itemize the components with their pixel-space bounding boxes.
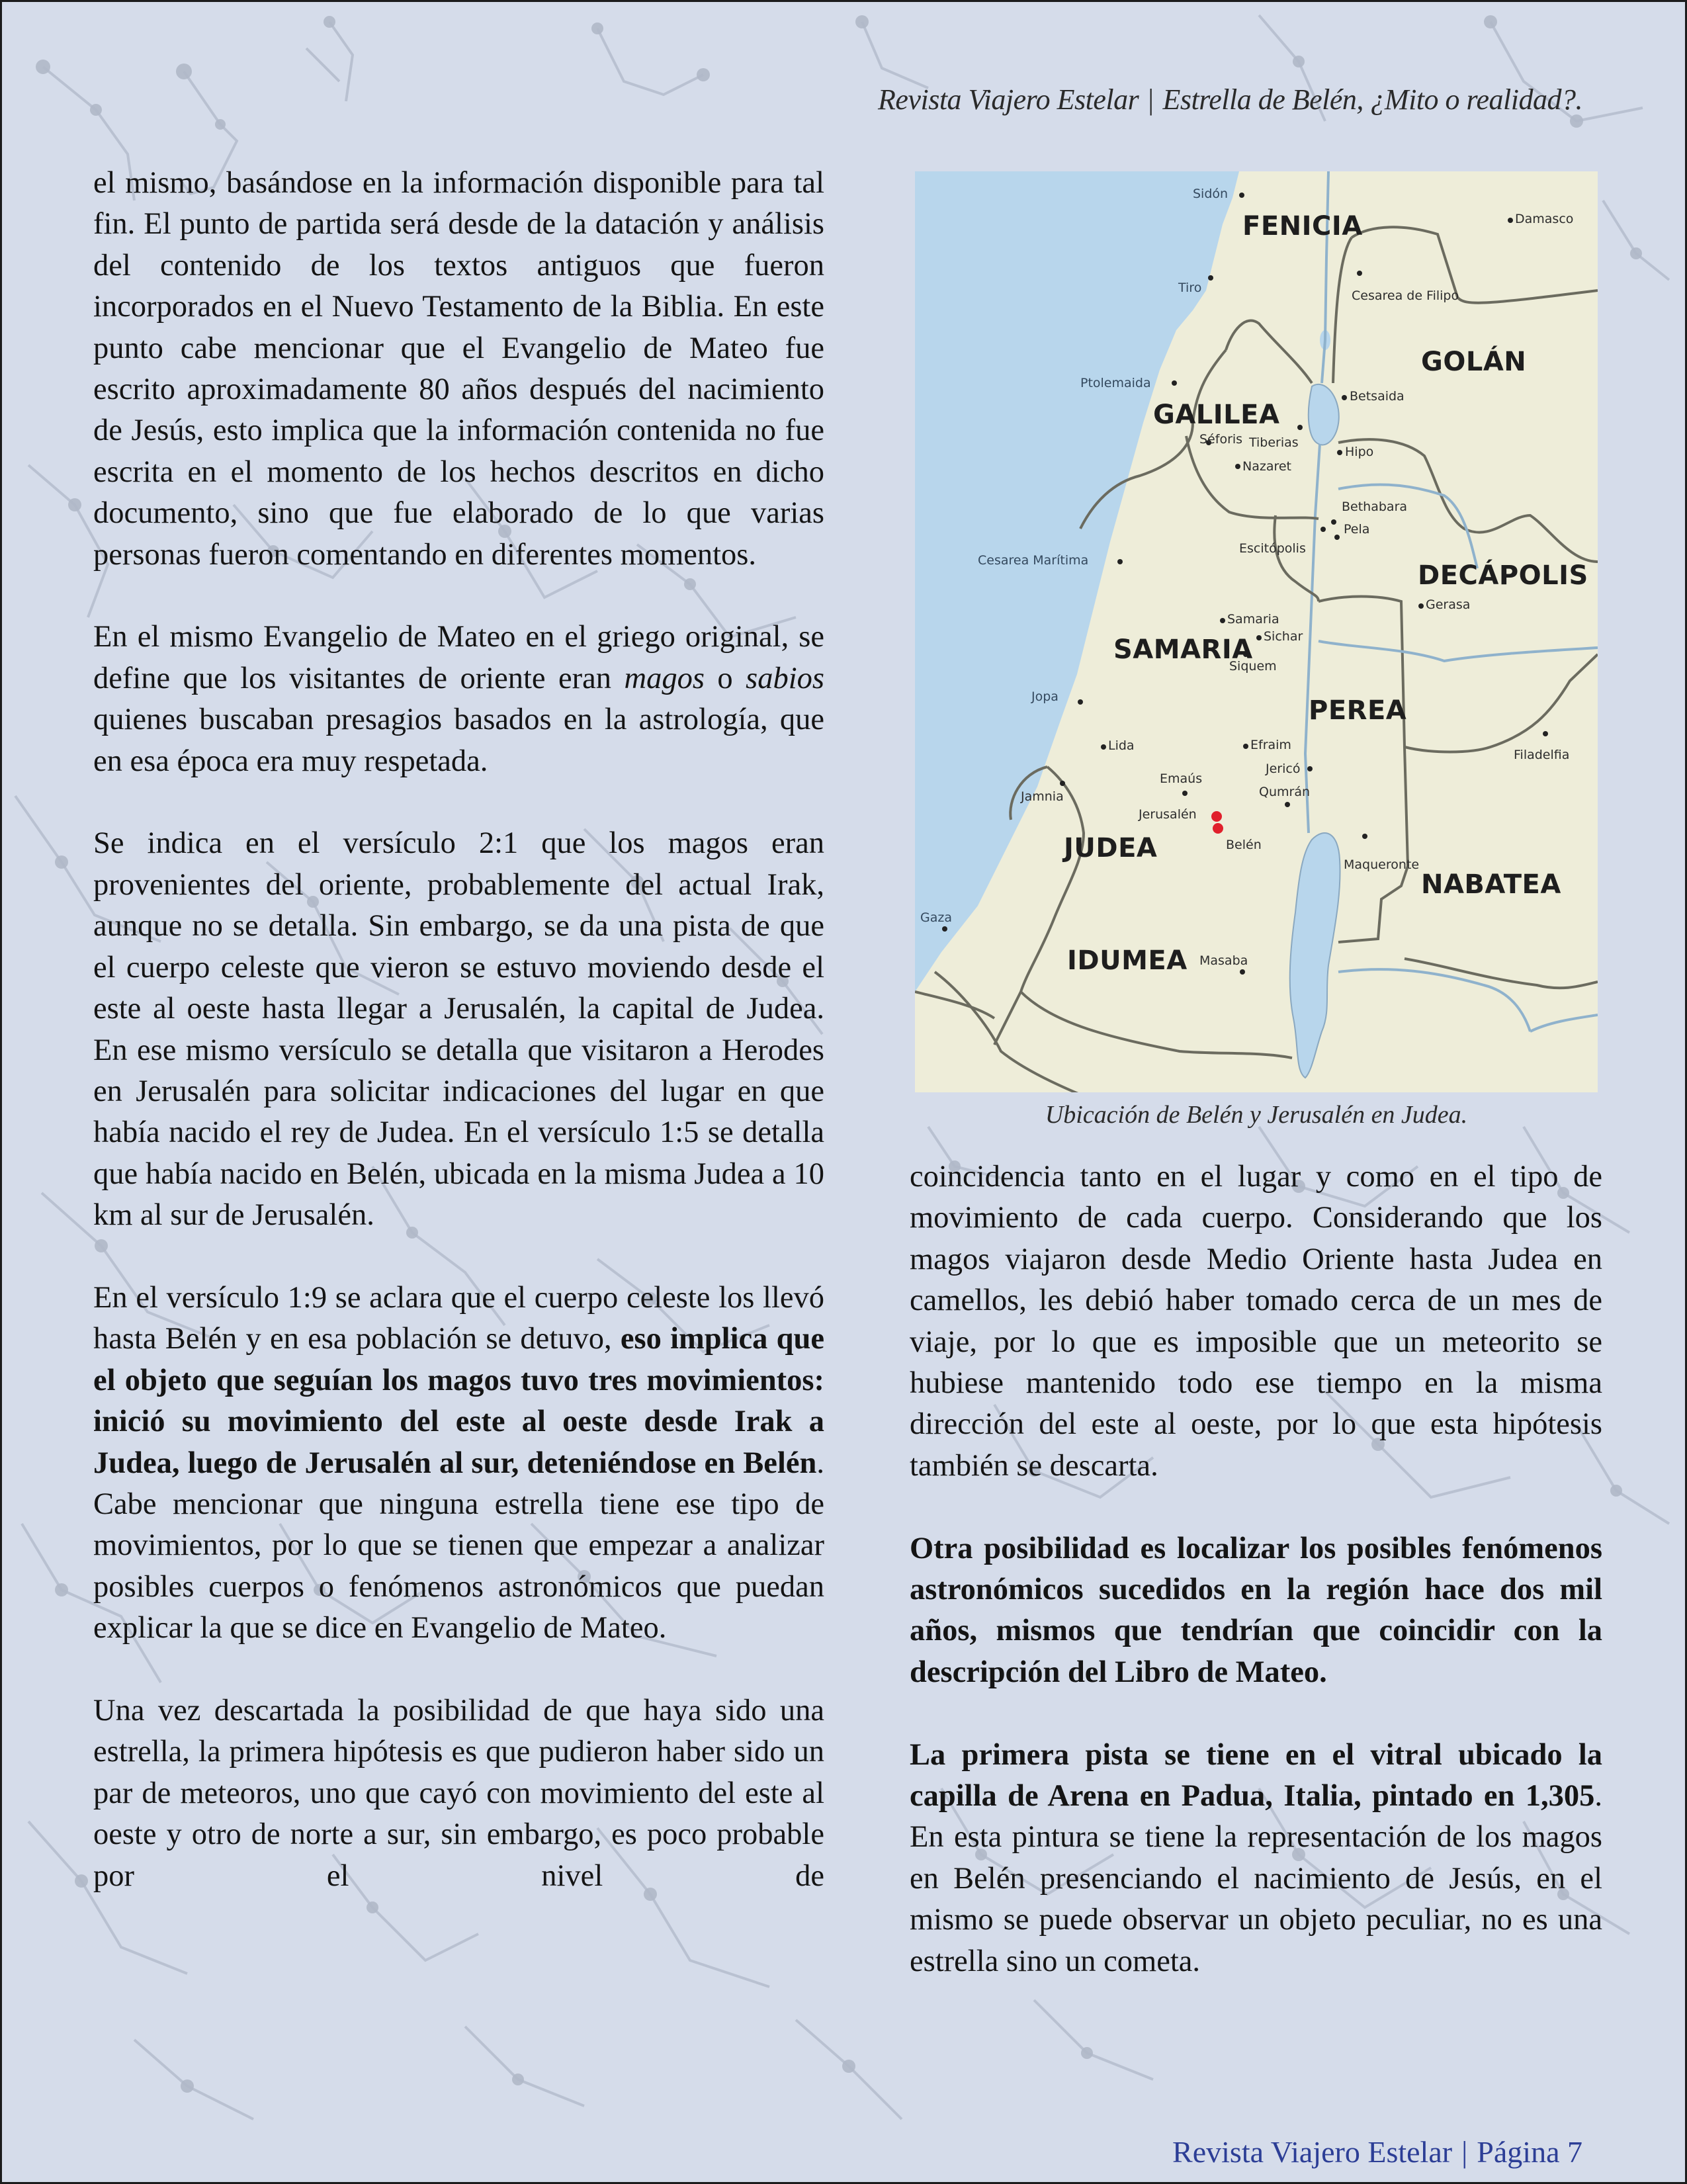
map-region-label: NABATEA (1421, 869, 1561, 900)
map-region-label: JUDEA (1064, 833, 1158, 863)
paragraph (910, 1735, 1602, 1982)
text-run: . Cabe mencionar que ninguna estrella tiene ese tipo de movimientos, por lo que se tienen que empezar a analizar posibles cuerpos o fenómenos astronómicos que puedan explicar la que se dice en Evangelio de Mateo. (93, 1446, 824, 1645)
map-region-label: GOLÁN (1421, 347, 1527, 377)
paragraph: Se indica en el versículo 2:1 que los magos eran provenientes del oriente, probablemente del actual Irak, aunque no se detalla. Sin embargo, se da una pista de que el cuerpo celeste que vieron se estuvo moviendo desde el este al oeste hasta llegar a Jerusalén, la capital de Judea. En ese mismo versículo se detalla que visitaron a Herodes en Jerusalén para solicitar indicaciones del lugar en que había nacido el rey de Judea. En el versículo 1:5 se detalla que había nacido en Belén, ubicada en la misma Judea a 10 km al sur de Jerusalén. (93, 826, 824, 1233)
map-city-label: Efraim (1250, 738, 1291, 752)
map-figure (915, 171, 1598, 1092)
bold-emphasis: eso implica que el objeto que seguían los magos tuvo tres movimientos: inició su movimiento del este al oeste desde Irak a Judea, luego de Jerusalén al sur, deteniéndose en Belén (93, 1322, 824, 1480)
map-city-label: Tiberias (1249, 435, 1299, 450)
italic-term: magos (624, 661, 705, 695)
footer-separator: | (1461, 2135, 1468, 2169)
map-city-label: Gaza (920, 910, 952, 925)
map-city-label: Cesarea de Filipo (1352, 288, 1459, 303)
paragraph (93, 1278, 824, 1649)
map-city-label: Sidón (1193, 187, 1229, 201)
map-city-label: Siquem (1229, 659, 1277, 674)
paragraph (910, 1528, 1602, 1694)
map-region-label: DECÁPOLIS (1418, 560, 1588, 591)
jerusalen-marker (1211, 811, 1222, 822)
magazine-page (2, 2, 1685, 2182)
map-city-label: Damasco (1515, 212, 1574, 226)
map-city-label: Jericó (1266, 762, 1301, 776)
map-city-label: Bethabara (1342, 500, 1408, 514)
paragraph (93, 617, 824, 782)
map-region-label: GALILEA (1153, 400, 1280, 430)
left-column (93, 163, 824, 1897)
belen-marker (1213, 823, 1223, 834)
text-run: En el versículo 1:9 se aclara que el cuerpo celeste los llevó hasta Belén y en esa población se detuvo, (93, 1280, 824, 1356)
map-city-label: Séforis (1199, 432, 1243, 447)
map-city-label: Lida (1108, 738, 1135, 753)
right-column (910, 1157, 1602, 1982)
map-city-label: Jerusalén (1139, 807, 1197, 822)
map-city-label: Hipo (1345, 445, 1374, 459)
map-city-label: Filadelfia (1514, 748, 1570, 762)
bold-emphasis: Otra posibilidad es localizar los posibles fenómenos astronómicos sucedidos en la región hace dos mil años, mismos que tendrían que coincidir con la descripción del Libro de Mateo. (910, 1531, 1602, 1689)
map-region-label: IDUMEA (1067, 945, 1188, 976)
paragraph: el mismo, basándose en la información disponible para tal fin. El punto de partida será desde de la datación y análisis del contenido de los textos antiguos que fueron incorporados en el Nuevo Testamento de la Biblia. En este punto cabe mencionar que el Evangelio de Mateo fue escrito aproximadamente 80 años después del nacimiento de Jesús, esto implica que la información contenida no fue escrita en el momento de los hechos descritos en dicho documento, sino que fue elaborado de lo que varias personas fueron comentando en diferentes momentos. (93, 166, 824, 572)
map-city-label: Cesarea Marítima (978, 553, 1089, 568)
map-city-label: Qumrán (1259, 785, 1311, 799)
text-run: . En esta pintura se tiene la representación de los magos en Belén presenciando el nacimiento de Jesús, en el mismo se puede observar un objeto peculiar, no es una estrella sino un cometa. (910, 1779, 1602, 1978)
text-run: o (704, 661, 746, 695)
map-city-label: Samaria (1227, 612, 1279, 627)
map-city-label: Belén (1226, 838, 1262, 852)
map-city-label: Pela (1344, 522, 1370, 537)
map-city-label: Jamnia (1021, 789, 1064, 804)
map-city-label: Tiro (1178, 281, 1202, 295)
map-city-label: Emaús (1160, 771, 1203, 786)
map-city-label: Nazaret (1242, 459, 1292, 474)
map-land (915, 171, 1598, 1092)
running-header (878, 83, 1582, 116)
bold-emphasis: La primera pista se tiene en el vitral ubicado la capilla de Arena en Padua, Italia, pintado en 1,305 (910, 1737, 1602, 1813)
map-city-label: Gerasa (1426, 597, 1471, 612)
map-city-label: Betsaida (1350, 389, 1405, 404)
text-run: En el mismo Evangelio de Mateo en el griego original, se define que los visitantes de oriente eran (93, 620, 824, 695)
header-magazine-name: Revista Viajero Estelar (878, 83, 1139, 116)
map-city-label: Maqueronte (1344, 857, 1420, 872)
map-city-label: Ptolemaida (1080, 376, 1151, 390)
map-city-label: Escitópolis (1239, 541, 1306, 556)
paragraph: coincidencia tanto en el lugar y como en el tipo de movimiento de cada cuerpo. Considerando que los magos viajaron desde Medio Oriente hasta Judea en camellos, les debió haber tomado cerca de un mes de viaje, por lo que es imposible que un meteorito se hubiese mantenido todo ese tiempo en la misma dirección del este al oeste, por lo que esta hipótesis también se descarta. (910, 1160, 1602, 1483)
page-footer (1172, 2134, 1582, 2169)
text-run: quienes buscaban presagios basados en la astrología, que en esa época era muy respetada. (93, 703, 824, 778)
map-city-label: Sichar (1264, 629, 1303, 644)
header-separator: | (1148, 83, 1154, 116)
map-region-label: SAMARIA (1113, 634, 1253, 665)
map-region-label: PEREA (1309, 695, 1407, 726)
map-drawing (915, 171, 1598, 1092)
header-article-title: Estrella de Belén, ¿Mito o realidad?. (1162, 83, 1582, 116)
italic-term: sabios (746, 661, 824, 695)
footer-magazine-name: Revista Viajero Estelar (1172, 2135, 1453, 2169)
map-region-label: FENICIA (1242, 211, 1363, 241)
map-city-label: Masaba (1199, 953, 1248, 968)
map-caption: Ubicación de Belén y Jerusalén en Judea. (1045, 1101, 1468, 1129)
paragraph: Una vez descartada la posibilidad de que haya sido una estrella, la primera hipótesis es que pudieron haber sido un par de meteoros, uno que cayó con movimiento del este al oeste y otro de norte a sur, sin embargo, es poco probable por el nivel de (93, 1693, 824, 1893)
map-city-label: Jopa (1031, 689, 1059, 704)
page-number: Página 7 (1477, 2135, 1582, 2169)
